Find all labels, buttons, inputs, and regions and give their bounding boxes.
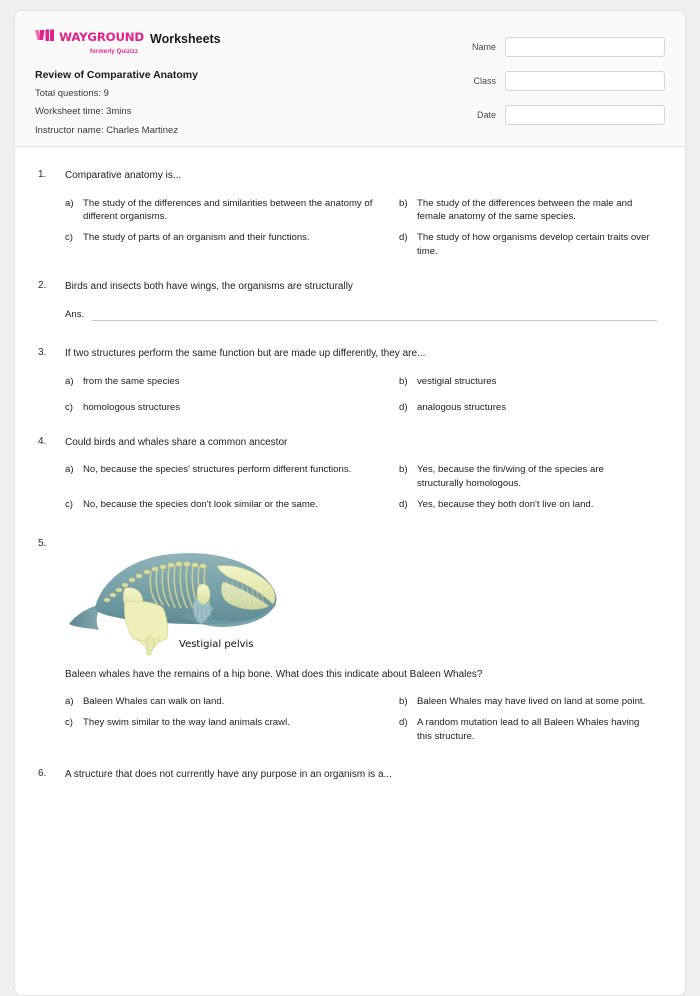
options-grid [65,695,665,744]
question-number: 4. [38,435,47,447]
wayground-logo [35,29,144,55]
worksheet-time: Worksheet time: 3mins [35,106,132,118]
option-a[interactable] [65,197,399,225]
option-c[interactable] [65,231,399,259]
option-letter: d) [399,717,408,729]
option-letter: a) [65,696,74,708]
worksheet-page [14,10,686,996]
option-d[interactable] [399,401,665,415]
options-grid [65,375,665,415]
option-text: The study of the differences between the male and female anatomy of the same species. [417,197,633,223]
option-letter: c) [65,401,73,413]
option-letter: b) [399,197,408,209]
question-3 [35,347,665,414]
option-letter: c) [65,498,73,510]
option-text: No, because the species don't look similar or the same. [83,498,318,510]
option-text: from the same species [83,375,180,387]
question-stem: Baleen whales have the remains of a hip bone. What does this indicate about Baleen Whales? [65,668,483,680]
date-field-row [435,105,665,125]
option-text: Yes, because the fin/wing of the species are structurally homologous. [417,464,604,489]
name-field-row [435,37,665,57]
option-letter: b) [399,696,408,708]
product-title: Worksheets [150,32,221,46]
option-b[interactable] [399,375,665,389]
wayground-chevron-mark-icon [35,29,57,47]
question-number: 6. [38,767,47,779]
question-figure [67,538,665,656]
option-letter: d) [399,232,408,244]
option-text: analogous structures [417,401,507,413]
question-text: Birds and insects both have wings, the organisms are structurally [65,281,353,293]
figure-caption: Vestigial pelvis [179,638,254,650]
option-d[interactable] [399,716,665,744]
question-4 [35,436,665,512]
option-text: homologous structures [83,401,181,413]
option-letter: a) [65,197,74,209]
option-letter: a) [65,464,74,476]
total-questions: Total questions: 9 [35,88,109,99]
name-input[interactable] [505,37,665,57]
question-number: 2. [38,280,47,292]
instructor-name: Instructor name: Charles Martinez [35,124,179,136]
option-d[interactable] [399,498,665,512]
short-answer-row [65,310,665,322]
question-6 [35,768,665,782]
logo-wordmark: WAYGROUND [59,30,144,45]
options-grid [65,197,665,260]
option-d[interactable] [399,231,665,259]
option-letter: b) [399,464,408,476]
option-text: They swim similar to the way land animals crawl. [83,717,290,729]
class-label: Class [473,76,496,86]
option-b[interactable] [399,463,665,491]
option-text: A random mutation lead to all Baleen Whales having this structure. [417,717,640,743]
question-number: 3. [38,347,47,359]
option-c[interactable] [65,716,399,744]
option-a[interactable] [65,463,399,491]
option-text: Yes, because they both don't live on land. [417,498,594,510]
option-letter: c) [65,717,73,729]
question-2 [35,280,665,321]
answer-label: Ans. [65,308,85,320]
student-info-fields [435,37,665,139]
whale-skeleton-diagram [67,538,292,656]
option-a[interactable] [65,375,399,389]
answer-line[interactable] [92,320,657,321]
option-letter: d) [399,401,408,413]
date-label: Date [476,110,496,120]
questions-list [15,147,685,781]
option-text: Baleen Whales may have lived on land at some point. [417,696,646,708]
option-text: The study of how organisms develop certain traits over time. [417,232,650,258]
option-text: The study of the differences and similarities between the anatomy of different organisms. [83,197,373,223]
question-text: Comparative anatomy is... [65,170,182,181]
name-label: Name [471,42,496,52]
worksheet-header [15,11,685,147]
question-text: Could birds and whales share a common ancestor [65,436,288,448]
class-input[interactable] [505,71,665,91]
date-input[interactable] [505,105,665,125]
worksheet-title: Review of Comparative Anatomy [35,69,198,81]
question-5 [35,538,665,744]
option-text: Baleen Whales can walk on land. [83,696,225,708]
question-text: If two structures perform the same function but are made up differently, they are... [65,348,426,360]
option-letter: c) [65,232,73,244]
option-text: The study of parts of an organism and their functions. [83,232,310,244]
option-letter: a) [65,375,74,387]
option-text: vestigial structures [417,375,497,387]
option-b[interactable] [399,695,665,709]
question-number: 1. [38,169,47,180]
question-number: 5. [38,537,47,549]
option-letter: b) [399,375,408,387]
question-text: A structure that does not currently have any purpose in an organism is a... [65,768,392,780]
class-field-row [435,71,665,91]
option-a[interactable] [65,695,399,709]
option-c[interactable] [65,401,399,415]
option-text: No, because the species' structures perform different functions. [83,464,352,476]
options-grid [65,463,665,512]
option-letter: d) [399,498,408,510]
option-b[interactable] [399,197,665,225]
logo-subtitle: formerly Quizizz [90,49,138,55]
question-1 [35,169,665,259]
option-c[interactable] [65,498,399,512]
